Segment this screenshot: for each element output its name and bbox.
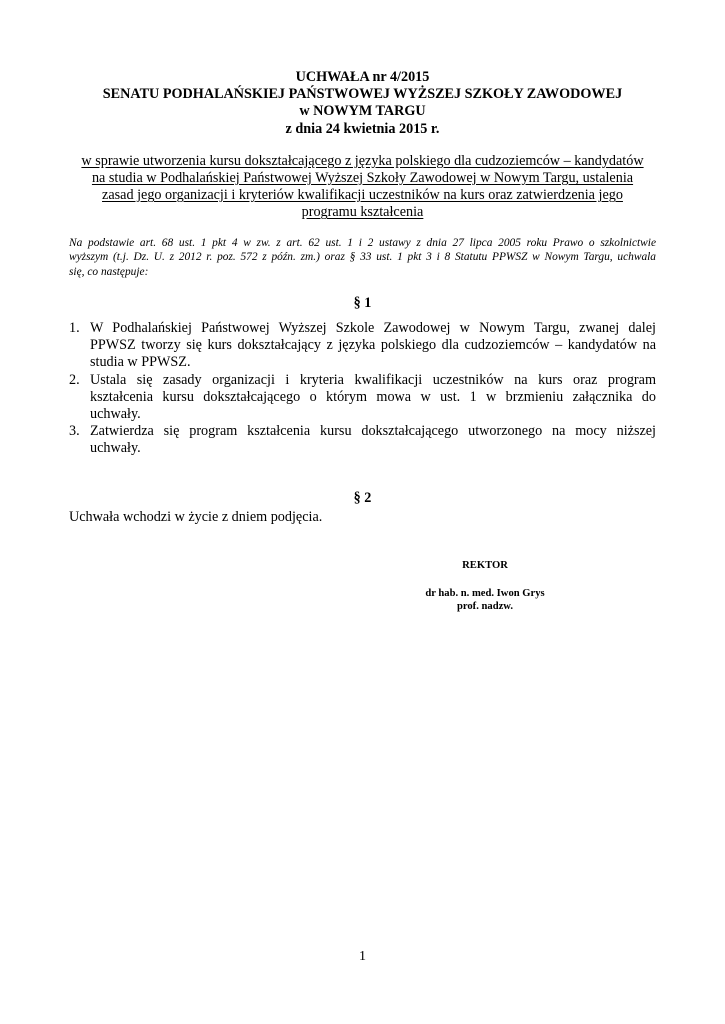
list-item (69, 372, 656, 424)
signatory-position: prof. nadzw. (456, 601, 514, 613)
section-1-list (69, 320, 656, 458)
list-item (69, 320, 656, 372)
list-item (69, 423, 656, 457)
resolution-date: z dnia 24 kwietnia 2015 r. (285, 120, 440, 137)
signature-title: REKTOR (462, 560, 508, 571)
subject-line: na studia w Podhalańskiej Państwowej Wyższej Szkoły Zawodowej w Nowym Targu, ustalenia (91, 170, 634, 187)
senate-name: SENATU PODHALAŃSKIEJ PAŃSTWOWEJ WYŻSZEJ SZKOŁY ZAWODOWEJ (102, 86, 623, 103)
page-number: 1 (359, 949, 366, 964)
legal-basis-line: się, co następuje: (69, 265, 149, 278)
list-item-line: W Podhalańskiej Państwowej Wyższej Szkole Zawodowej w Nowym Targu, zwanej dalej (90, 320, 656, 336)
section-2-text: Uchwała wchodzi w życie z dniem podjęcia. (69, 509, 323, 525)
legal-basis (69, 236, 656, 279)
list-item-line: kształcenia kursu dokształcającego o którym mowa w ust. 1 w brzmieniu załącznika do (90, 388, 656, 405)
section-1-mark: § 1 (353, 295, 372, 311)
legal-basis-line: wyższym (t.j. Dz. U. z 2012 r. poz. 572 z późn. zm.) oraz § 33 ust. 1 pkt 3 i 8 Statutu PPWSZ w Nowym Targu, uchwala (69, 251, 656, 264)
list-item-number: 1. (69, 320, 80, 336)
resolution-number: UCHWAŁA nr 4/2015 (295, 69, 430, 85)
subject-line: zasad jego organizacji i kryteriów kwalifikacji uczestników na kurs oraz zatwierdzenia jego (102, 187, 623, 204)
signature-block (395, 587, 575, 613)
senate-location: w NOWYM TARGU (299, 103, 426, 120)
legal-basis-line: Na podstawie art. 68 ust. 1 pkt 4 w zw. z art. 62 ust. 1 i 2 ustawy z dnia 27 lipca 2005 roku Prawo o szkolnictwie (69, 237, 656, 249)
resolution-header (60, 69, 665, 138)
list-item-line: Ustala się zasady organizacji i kryteria kwalifikacji uczestników na kurs oraz program (90, 371, 656, 388)
list-item-line: studia w PPWSZ. (90, 354, 191, 371)
list-item-number: 3. (69, 423, 80, 440)
list-item-line: Zatwierdza się program kształcenia kursu dokształcającego utworzonego na mocy niższej (90, 423, 656, 440)
subject-line: w sprawie utworzenia kursu dokształcającego z języka polskiego dla cudzoziemców – kandydatów (81, 153, 644, 169)
list-item-number: 2. (69, 371, 80, 388)
list-item-line: uchwały. (90, 440, 141, 457)
section-2-mark: § 2 (353, 490, 372, 506)
subject-line: programu kształcenia (301, 204, 424, 221)
list-item-line: PPWSZ tworzy się kurs dokształcający z języka polskiego dla cudzoziemców – kandydatów na (90, 337, 656, 354)
list-item-line: uchwały. (90, 406, 141, 423)
signatory-name: dr hab. n. med. Iwon Grys (425, 588, 545, 599)
resolution-subject (60, 153, 665, 221)
